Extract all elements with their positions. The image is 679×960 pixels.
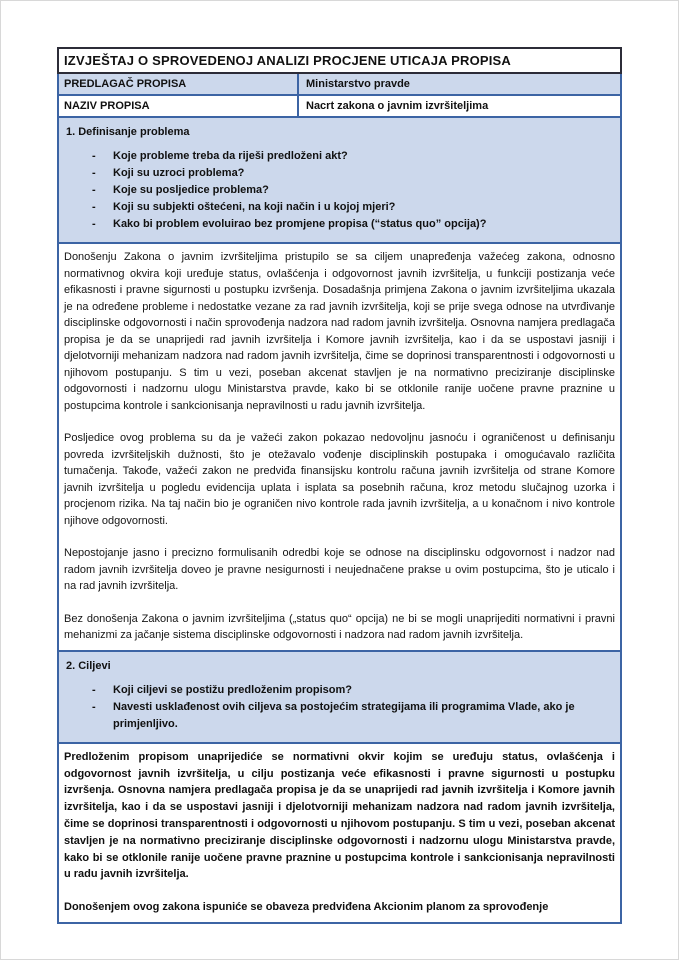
section-2-header <box>57 652 622 744</box>
naziv-label: NAZIV PROPISA <box>59 96 299 116</box>
answer-paragraph: Predloženim propisom unaprijediće se normativni okvir kojim se uređuju status, ovlašćenja i odgovornost javnih izvršitelja, u cilju postizanja veće efikasnosti i pravne sigurnosti u postupku izvršenja. Osnovna namjera predlagača propisa je da se unaprijedi rad javnih izvršitelja i Komore javnih izvršitelja, kao i da se uspostavi jasniji i djelotvorniji mehanizam nadzora nad radom javnih izvršitelja, čime se doprinosi transparentnosti i odgovornosti u njihovom postupanju. S tim u vezi, poseban akcenat stavljen je na normativno preciziranje disciplinske odgovornosti i nadzornu ulogu Ministarstva pravde, kako bi se otklonile ranije uočene pravne praznine u postupcima kontrole i sankcionisanja nepravilnosti u radu javnih izvršitelja. <box>64 750 615 881</box>
question-text: Kako bi problem evoluirao bez promjene propisa (“status quo” opcija)? <box>113 218 487 231</box>
answer-paragraph: Nepostojanje jasno i precizno formulisanih odredbi koje se odnose na disciplinsku odgovornost i nadzor nad radom javnih izvršitelja doveo je pravne nesigurnosti i neujednačene prakse u ovim postupcima, što je uticalo i na rad javnih izvršitelja. <box>64 547 615 593</box>
predlagac-value: Ministarstvo pravde <box>306 78 410 90</box>
ria-report-table <box>57 47 622 924</box>
section-1-header <box>57 118 622 244</box>
question-text: Koji ciljevi se postižu predloženim propisom? <box>113 683 352 696</box>
bullet-dash: - <box>92 184 96 197</box>
section-2-heading: 2. Ciljevi <box>66 659 111 672</box>
predlagac-label: PREDLAGAČ PROPISA <box>59 74 299 94</box>
bullet-dash: - <box>92 683 96 696</box>
question-text: Koje probleme treba da riješi predloženi akt? <box>113 150 348 162</box>
question-item <box>64 148 615 165</box>
question-text: Koje su posljedice problema? <box>113 184 269 197</box>
report-title: IZVJEŠTAJ O SPROVEDENOJ ANALIZI PROCJENE UTICAJA PROPISA <box>57 47 622 74</box>
question-text: Koji su subjekti oštećeni, na koji način i u kojoj mjeri? <box>113 201 396 214</box>
question-item <box>64 216 615 233</box>
section-2-answer <box>57 744 622 924</box>
bullet-dash: - <box>92 150 96 162</box>
question-item <box>64 699 615 733</box>
section-1-question-list <box>64 148 615 233</box>
question-item <box>64 199 615 216</box>
answer-paragraph: Donošenju Zakona o javnim izvršiteljima pristupilo se sa ciljem unapređenja važećeg zakona, odnosno normativnog okvira koji uređuje status, ovlašćenja i odgovornost javnih izvršitelja, u funkciji postizanja veće efikasnosti i pravne sigurnosti u postupku izvršenja. Dosadašnja primjena Zakona o javnim izvršiteljima ukazala je na određene probleme i nedostatke vezane za rad javnih izvršitelja, koji se prije svega odnose na utvrđivanje disciplinske odgovornosti i način sprovođenja nadzora nad radom javnih izvršitelja. Osnovna namjera predlagača propisa je da se unaprijedi rad javnih izvršitelja i Komore javnih izvršitelja, kao i da se uspostavi jasniji i djelotvorniji mehanizam nadzora nad radom javnih izvršitelja, čime se doprinosi transparentnosti i odgovornosti u njihovom postupanju. S tim u vezi, poseban akcenat stavljen je na normativno preciziranje disciplinske odgovornosti i nadzornu ulogu Ministarstva pravde, kako bi se otklonile ranije uočene pravne praznine u postupcima kontrole i sankcionisanja nepravilnosti u radu javnih izvršitelja. <box>64 251 615 412</box>
bullet-dash: - <box>92 218 96 231</box>
section-2-question-list <box>64 682 615 733</box>
meta-row-naziv <box>57 96 622 118</box>
answer-paragraph: Posljedice ovog problema su da je važeći zakon pokazao nedovoljnu jasnoću i ograničenost u definisanju povreda izvršiteljskih dužnosti, što je otežavalo vođenje disciplinskih postupaka i omogućavalo različita tumačenja. Takođe, važeći zakon ne predviđa finansijsku kontrolu računa javnih izvršitelja od strane Komore javnih izvršitelja u pogledu evidencija uplata i isplata sa posebnih računa, kroz metodu slučajnog uzorka i procjenom rizika. Na taj način bio je ograničen nivo kontrole rada javnih izvršitelja, a u konačnom i nivo kontrole njihove odgovornosti. <box>64 432 615 527</box>
answer-paragraph: Donošenjem ovog zakona ispuniće se obaveza predviđena Akcionim planom za sprovođenje <box>64 901 549 914</box>
question-text: Navesti usklađenost ovih ciljeva sa postojećim strategijama ili programima Vlade, ako je primjenljivo. <box>113 700 575 730</box>
meta-row-predlagac <box>57 74 622 96</box>
section-1-answer <box>57 244 622 652</box>
question-text: Koji su uzroci problema? <box>113 167 245 180</box>
question-item <box>64 682 615 699</box>
question-item <box>64 182 615 199</box>
naziv-value: Nacrt zakona o javnim izvršiteljima <box>306 100 489 112</box>
bullet-dash: - <box>92 700 96 713</box>
section-1-heading: 1. Definisanje problema <box>66 126 190 138</box>
bullet-dash: - <box>92 201 96 214</box>
bullet-dash: - <box>92 167 96 180</box>
answer-paragraph: Bez donošenja Zakona o javnim izvršiteljima („status quo“ opcija) ne bi se mogli unaprijediti normativni i pravni mehanizmi za jačanje sistema disciplinske odgovornosti i nadzora nad radom javnih izvršitelja. <box>64 612 615 642</box>
question-item <box>64 165 615 182</box>
